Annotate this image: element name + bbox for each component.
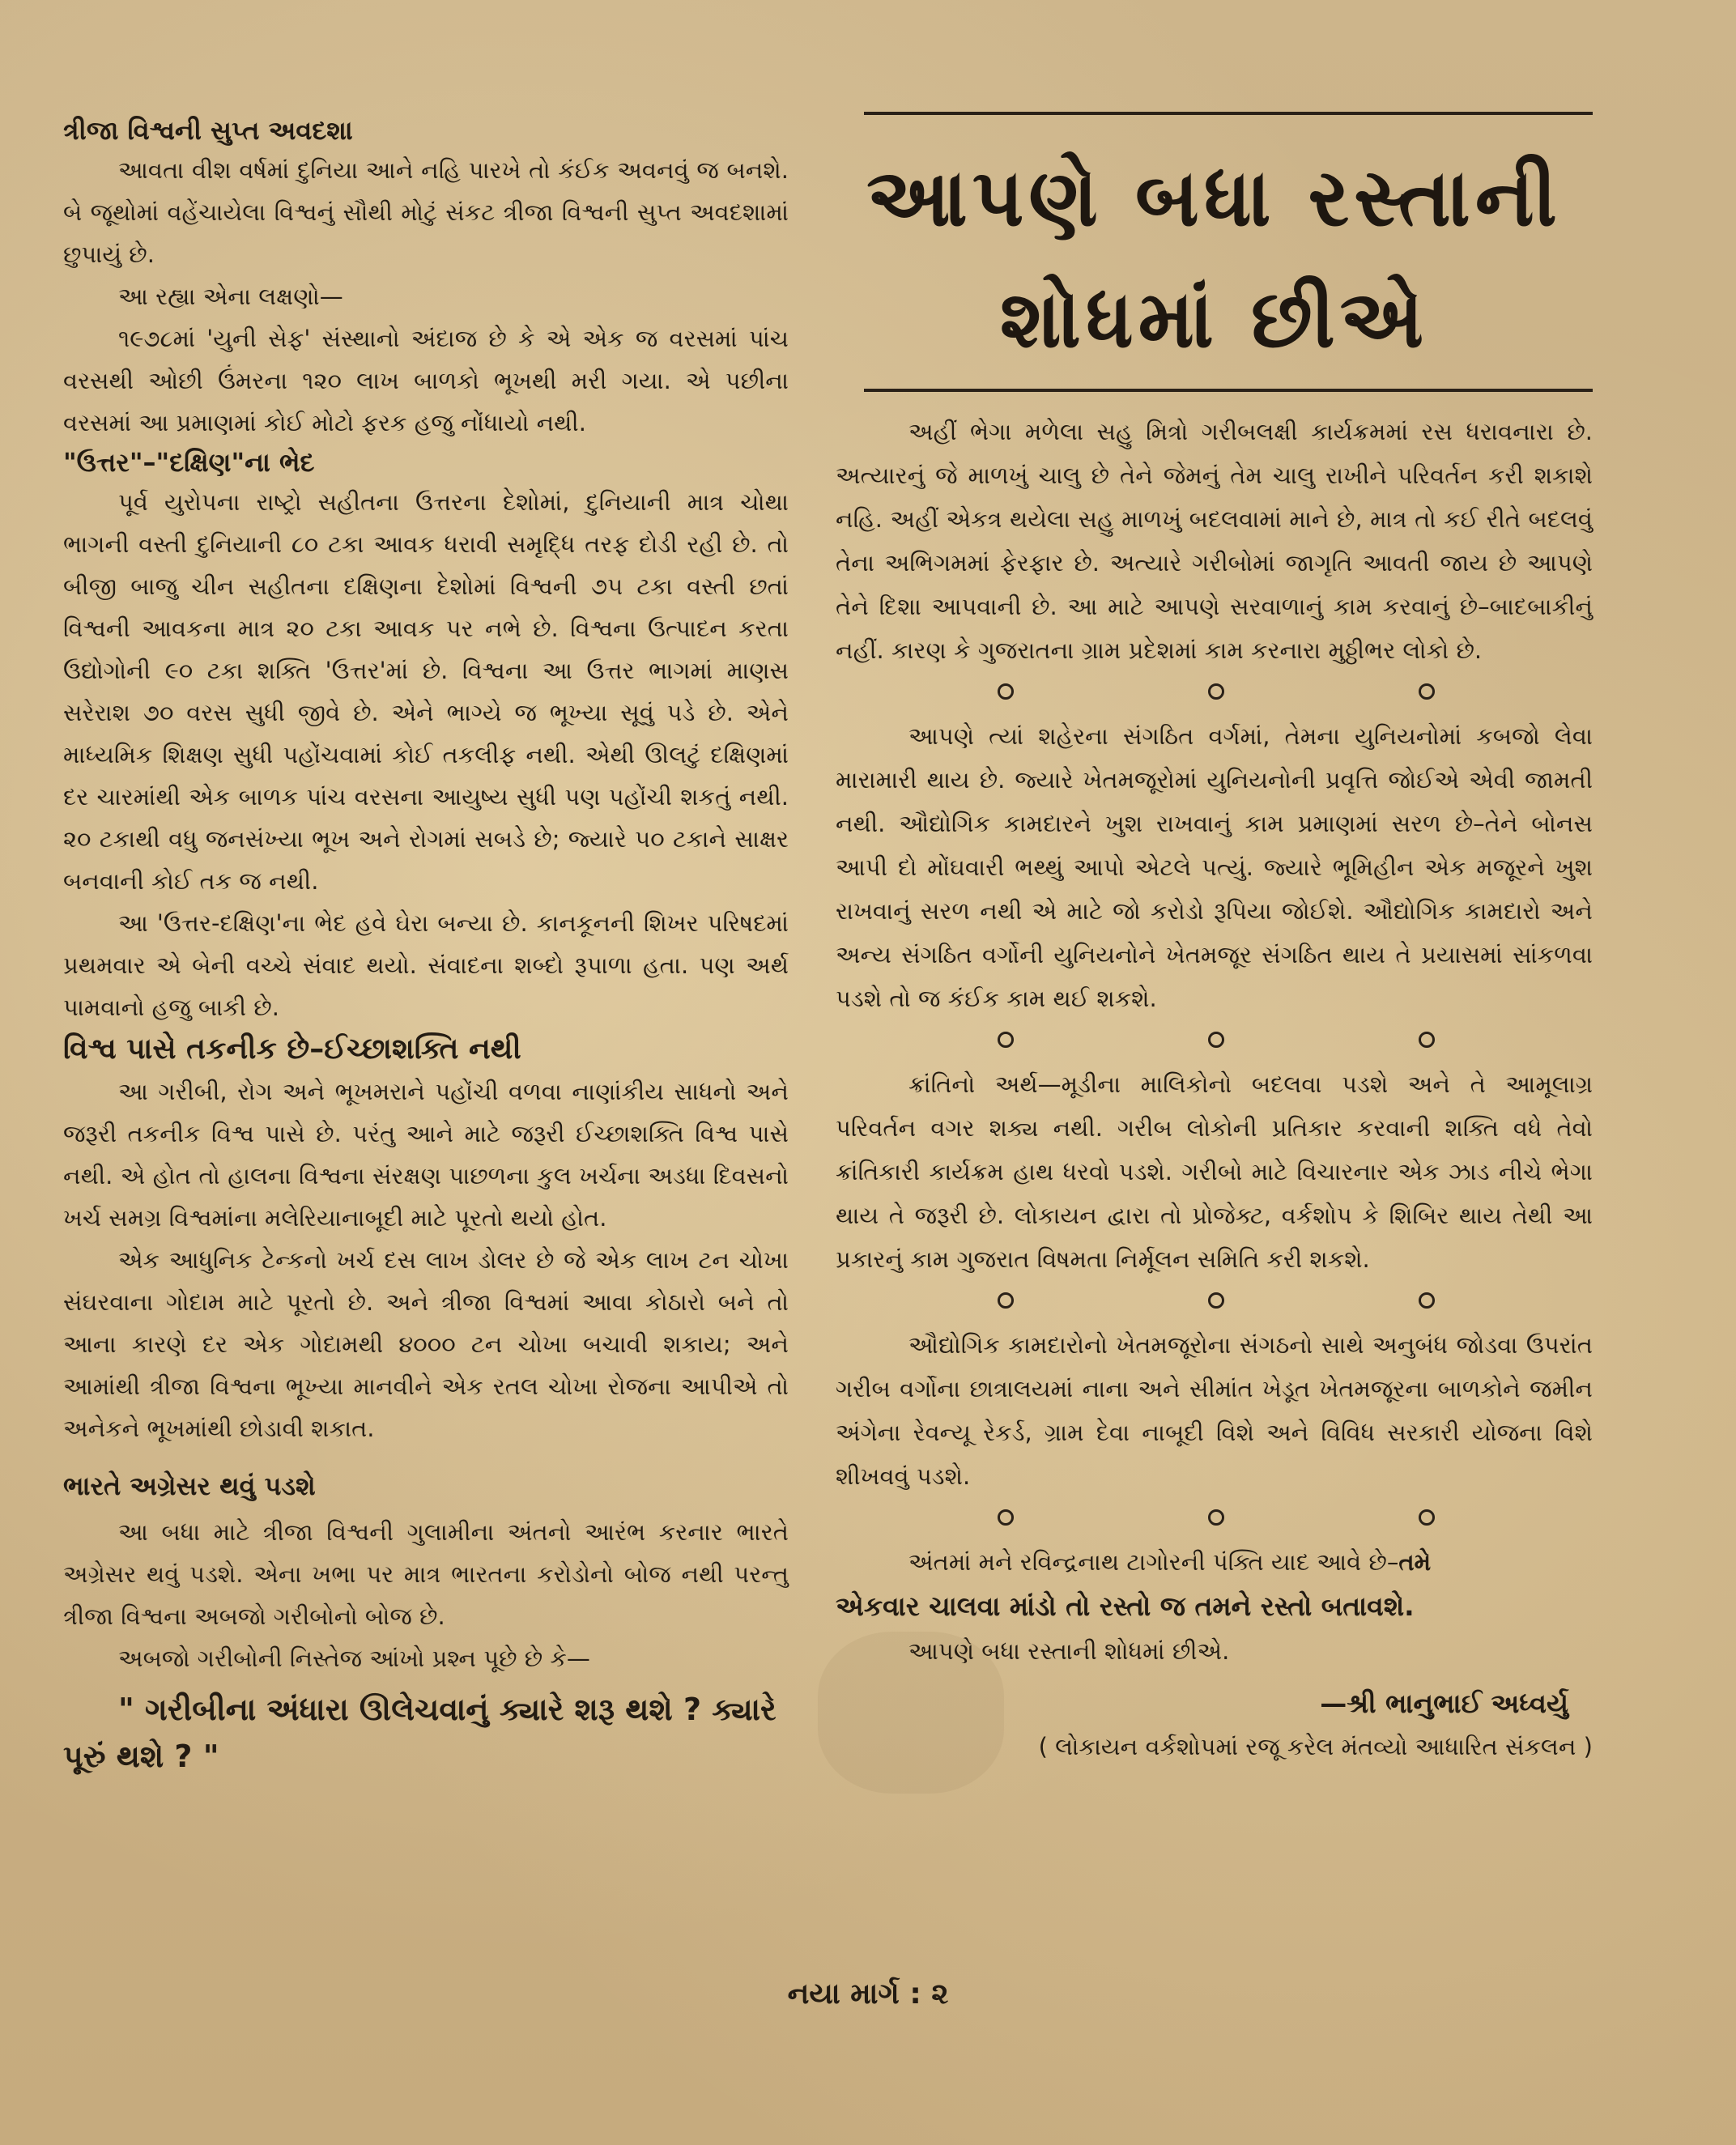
- section-divider: [998, 683, 1435, 700]
- paragraph: ઔદ્યોગિક કામદારોનો ખેતમજૂરોના સંગઠનો સાથે અનુબંધ જોડવા ઉપરાંત ગરીબ વર્ગોના છાત્રાલયમાં નાના અને સીમાંત ખેડૂત ખેતમજૂરના બાળકોને જમીન અંગેના રેવન્યૂ રેકર્ડ, ગ્રામ દેવા નાબૂદી વિશે અને વિવિધ સરકારી યોજના વિશે શીખવવું પડશે.: [836, 1331, 1593, 1490]
- paragraph: ક્રાંતિનો અર્થ—મૂડીના માલિકોનો બદલવા પડશે અને તે આમૂલાગ્ર પરિવર્તન વગર શક્ય નથી. ગરીબ લોકોની પ્રતિકાર કરવાની શક્તિ વધે તેવો ક્રાંતિકારી કાર્યક્રમ હાથ ધરવો પડશે. ગરીબો માટે વિચારનાર એક ઝાડ નીચે ભેગા થાય તે જરૂરી છે. લોકાયન દ્વારા તો પ્રોજેક્ટ, વર્કશોપ કે શિબિર થાય તેથી આ પ્રકારનું કામ ગુજરાત વિષમતા નિર્મૂલન સમિતિ કરી શકશે.: [836, 1070, 1593, 1273]
- left-column: [63, 112, 789, 1780]
- paragraph: અબજો ગરીબોની નિસ્તેજ આંખો પ્રશ્ન પૂછે છે કે—: [118, 1645, 590, 1672]
- paragraph: આ બધા માટે ત્રીજા વિશ્વની ગુલામીના અંતનો આરંભ કરનાર ભારતે અગ્રેસર થવું પડશે. એના ખભા પર માત્ર ભારતના કરોડોનો બોજ નથી પરન્તુ ત્રીજા વિશ્વના અબજો ગરીબોનો બોજ છે.: [63, 1518, 789, 1630]
- closing-question: " ગરીબીના અંધારા ઊલેચવાનું ક્યારે શરૂ થશે ? ક્યારે પૂરું થશે ? ": [63, 1692, 777, 1774]
- section-divider: [998, 1032, 1435, 1048]
- source-note: ( લોકાયન વર્કશોપમાં રજૂ કરેલ મંતવ્યો આધારિત સંકલન ): [1038, 1733, 1593, 1760]
- paragraph: આ રહ્યા એના લક્ષણો—: [118, 283, 343, 310]
- paragraph: આપણે ત્યાં શહેરના સંગઠિત વર્ગમાં, તેમના યુનિયનોમાં કબજો લેવા મારામારી થાય છે. જ્યારે ખેતમજૂરોમાં યુનિયનોની પ્રવૃત્તિ જોઈએ એવી જામતી નથી. ઔદ્યોગિક કામદારને ખુશ રાખવાનું કામ પ્રમાણમાં સરળ છે–તેને બોનસ આપી દો મોંઘવારી ભથ્થું આપો એટલે પત્યું. જ્યારે ભૂમિહીન એક મજૂરને ખુશ રાખવાનું સરળ નથી એ માટે જો કરોડો રૂપિયા જોઈશે. ઔદ્યોગિક કામદારો અને અન્ય સંગઠિત વર્ગોની યુનિયનોને ખેતમજૂર સંગઠિત થાય તે પ્રયાસમાં સાંકળવા પડશે તો જ કંઈક કામ થઈ શકશે.: [836, 722, 1593, 1012]
- tagore-intro: અંતમાં મને રવિન્દ્રનાથ ટાગોરની પંક્તિ યાદ આવે છે–: [908, 1548, 1399, 1576]
- right-column: [836, 112, 1593, 1767]
- paragraph: આ ગરીબી, રોગ અને ભૂખમરાને પહોંચી વળવા નાણાંકીય સાધનો અને જરૂરી તકનીક વિશ્વ પાસે છે. પરંતુ આને માટે જરૂરી ઈચ્છાશક્તિ વિશ્વ પાસે નથી. એ હોત તો હાલના વિશ્વના સંરક્ષણ પાછળના કુલ ખર્ચના અડધા દિવસનો ખર્ચ સમગ્ર વિશ્વમાંના મલેરિયાનાબૂદી માટે પૂરતો થયો હોત.: [63, 1078, 789, 1232]
- section-divider: [998, 1292, 1435, 1309]
- closing-line: આપણે બધા રસ્તાની શોધમાં છીએ.: [908, 1637, 1230, 1665]
- paragraph: પૂર્વ યુરોપના રાષ્ટ્રો સહીતના ઉત્તરના દેશોમાં, દુનિયાની માત્ર ચોથા ભાગની વસ્તી દુનિયાની ૮૦ ટકા આવક ધરાવી સમૃદ્ધિ તરફ દોડી રહી છે. તો બીજી બાજુ ચીન સહીતના દક્ષિણના દેશોમાં વિશ્વની ૭૫ ટકા વસ્તી છતાં વિશ્વની આવકના માત્ર ૨૦ ટકા આવક પર નભે છે. વિશ્વના ઉત્પાદન કરતા ઉદ્યોગોની ૯૦ ટકા શક્તિ 'ઉત્તર'માં છે. વિશ્વના આ ઉત્તર ભાગમાં માણસ સરેરાશ ૭૦ વરસ સુધી જીવે છે. એને ભાગ્યે જ ભૂખ્યા સૂવું પડે છે. એને માધ્યમિક શિક્ષણ સુધી પહોંચવામાં કોઈ તકલીફ નથી. એથી ઊલટું દક્ષિણમાં દર ચારમાંથી એક બાળક પાંચ વરસના આયુષ્ય સુધી પણ પહોંચી શકતું નથી. ૨૦ ટકાથી વધુ જનસંખ્યા ભૂખ અને રોગમાં સબડે છે; જ્યારે ૫૦ ટકાને સાક્ષર બનવાની કોઈ તક જ નથી.: [63, 488, 789, 895]
- tagore-quote-line: એકવાર ચાલવા માંડો તો રસ્તો જ તમને રસ્તો બતાવશે.: [836, 1590, 1415, 1622]
- page-footer: નયા માર્ગ : ૨: [787, 1977, 949, 2011]
- paragraph: આ 'ઉત્તર-દક્ષિણ'ના ભેદ હવે ઘેરા બન્યા છે. કાનકૂનની શિખર પરિષદમાં પ્રથમવાર એ બેની વચ્ચે સંવાદ થયો. સંવાદના શબ્દો રૂપાળા હતા. પણ અર્થ પામવાનો હજુ બાકી છે.: [63, 909, 789, 1021]
- tagore-quote-paragraph: [836, 1540, 1593, 1584]
- tagore-quote-start: તમે: [1398, 1548, 1432, 1576]
- paragraph: ૧૯૭૮માં 'યુની સેફ' સંસ્થાનો અંદાજ છે કે એ એક જ વરસમાં પાંચ વરસથી ઓછી ઉંમરના ૧૨૦ લાખ બાળકો ભૂખથી મરી ગયા. એ પછીના વરસમાં આ પ્રમાણમાં કોઈ મોટો ફરક હજુ નોંધાયો નથી.: [63, 325, 789, 436]
- section-heading-india: ભારતે અગ્રેસર થવું પડશે: [63, 1470, 316, 1501]
- article-title-line-2: શોધમાં છીએ: [999, 274, 1429, 366]
- title-top-rule: [864, 112, 1593, 115]
- section-heading-willpower: વિશ્વ પાસે તકનીક છે–ઈચ્છાશક્તિ નથી: [63, 1032, 521, 1066]
- article-title-line-1: આપણે બધા રસ્તાની: [866, 152, 1562, 245]
- paragraph: એક આધુનિક ટેન્કનો ખર્ચ દસ લાખ ડોલર છે જે એક લાખ ટન ચોખા સંઘરવાના ગોદામ માટે પૂરતો છે. અને ત્રીજા વિશ્વમાં આવા કોઠારો બને તો આના કારણે દર એક ગોદામથી ૪૦૦૦ ટન ચોખા બચાવી શકાય; અને આમાંથી ત્રીજા વિશ્વના ભૂખ્યા માનવીને એક રતલ ચોખા રોજના આપીએ તો અનેકને ભૂખમાંથી છોડાવી શકાત.: [63, 1246, 789, 1442]
- author-signature: —શ્રી ભાનુભાઈ અધ્વર્યુ: [1320, 1687, 1568, 1719]
- section-divider: [998, 1509, 1435, 1526]
- paragraph: આવતા વીશ વર્ષમાં દુનિયા આને નહિ પારખે તો કંઈક અવનવું જ બનશે. બે જૂથોમાં વહેંચાયેલા વિશ્વનું સૌથી મોટું સંકટ ત્રીજા વિશ્વની સુપ્ત અવદશામાં છુપાયું છે.: [63, 156, 789, 268]
- section-heading-third-world: ત્રીજા વિશ્વની સુપ્ત અવદશા: [63, 115, 353, 146]
- paragraph: અહીં ભેગા મળેલા સહુ મિત્રો ગરીબલક્ષી કાર્યક્રમમાં રસ ધરાવનારા છે. અત્યારનું જે માળખું ચાલુ છે તેને જેમનું તેમ ચાલુ રાખીને પરિવર્તન કરી શકાશે નહિ. અહીં એકત્ર થયેલા સહુ માળખું બદલવામાં માને છે, માત્ર તો કઈ રીતે બદલવું તેના અભિગમમાં ફેરફાર છે. અત્યારે ગરીબોમાં જાગૃતિ આવતી જાય છે આપણે તેને દિશા આપવાની છે. આ માટે આપણે સરવાળાનું કામ કરવાનું છે–બાદબાકીનું નહીં. કારણ કે ગુજરાતના ગ્રામ પ્રદેશમાં કામ કરનારા મુઠ્ઠીભર લોકો છે.: [836, 418, 1593, 664]
- section-heading-north-south: "ઉત્તર"–"દક્ષિણ"ના ભેદ: [63, 447, 315, 478]
